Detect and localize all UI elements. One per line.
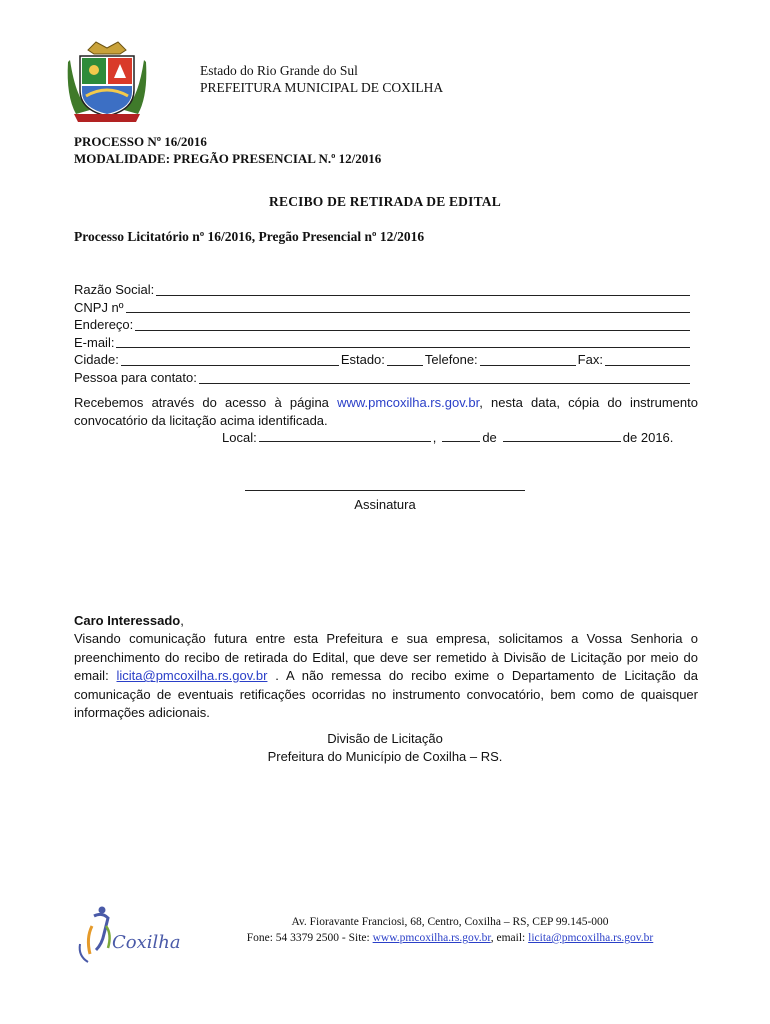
- footer-site-link[interactable]: www.pmcoxilha.rs.gov.br: [372, 932, 491, 944]
- fax-field[interactable]: [605, 352, 690, 366]
- notice-paragraph: [74, 612, 698, 722]
- notice-text-after: . A não remessa do recibo exime o Departamento de Licitação da comunicação de eventuais retificações ocorridas no instrumento convocatório, bem como de quaisquer informações adicionais.: [74, 668, 698, 721]
- email-label: E-mail:: [74, 334, 115, 350]
- receipt-text-before: Recebemos através do acesso à página: [74, 395, 338, 410]
- footer-contact: [180, 930, 720, 946]
- prefecture-name: PREFEITURA MUNICIPAL DE COXILHA: [200, 80, 444, 95]
- notice-text-before: Visando comunicação futura entre esta Prefeitura e sua empresa, solicitamos a Vossa Senhoria o preenchimento do recibo de retirada do Edital, que deve ser remetido à Divisão de Licitação por meio do email:: [74, 631, 698, 684]
- receipt-text-after: , nesta data, cópia do instrumento convocatório da licitação acima identificada.: [74, 395, 698, 428]
- local-date-line: [222, 428, 698, 445]
- footer-email-link[interactable]: licita@pmcoxilha.rs.gov.br: [528, 932, 654, 944]
- process-info: [74, 133, 381, 167]
- cidade-label: Cidade:: [74, 352, 119, 368]
- closing-prefecture: Prefeitura do Município de Coxilha – RS.: [267, 749, 503, 764]
- estado-label: Estado:: [340, 352, 385, 368]
- receipt-paragraph: [74, 394, 698, 430]
- de-label-2: de 2016.: [622, 430, 674, 445]
- signature-line[interactable]: [245, 490, 525, 491]
- notice-greeting-punct: ,: [180, 613, 184, 628]
- document-subtitle: Processo Licitatório nº 16/2016, Pregão Presencial nº 12/2016: [74, 229, 425, 244]
- closing-block: [0, 730, 770, 766]
- process-modality: MODALIDADE: PREGÃO PRESENCIAL N.º 12/2016: [74, 151, 382, 166]
- closing-division: Divisão de Licitação: [327, 731, 443, 746]
- contato-field[interactable]: [199, 370, 690, 384]
- day-field[interactable]: [442, 428, 480, 442]
- coat-of-arms-emblem: [66, 40, 148, 126]
- letterhead: [200, 62, 443, 96]
- email-field[interactable]: [116, 334, 690, 348]
- local-comma: ,: [432, 430, 437, 445]
- contato-label: Pessoa para contato:: [74, 369, 197, 385]
- document-title: RECIBO DE RETIRADA DE EDITAL: [269, 194, 501, 209]
- cidade-field[interactable]: [121, 352, 339, 366]
- form-row-cnpj: [74, 299, 692, 317]
- logo-text: Coxilha: [112, 932, 181, 953]
- local-field[interactable]: [259, 428, 431, 442]
- estado-field[interactable]: [387, 352, 423, 366]
- local-label: Local:: [222, 430, 257, 445]
- notice-email-link[interactable]: licita@pmcoxilha.rs.gov.br: [116, 668, 268, 684]
- notice-greeting: Caro Interessado: [74, 613, 181, 628]
- telefone-field[interactable]: [480, 352, 576, 366]
- coxilha-logo: [72, 904, 182, 966]
- form-row-endereco: [74, 316, 692, 334]
- form-row-razao-social: [74, 281, 692, 299]
- company-form: [74, 281, 692, 387]
- footer-phone: Fone: 54 3379 2500 - Site:: [246, 932, 373, 944]
- footer: [180, 914, 720, 946]
- razao-social-label: Razão Social:: [74, 282, 155, 297]
- footer-email-prefix: , email:: [490, 932, 529, 944]
- signature-label: Assinatura: [354, 497, 416, 512]
- form-row-email: [74, 334, 692, 352]
- fax-label: Fax:: [577, 352, 603, 368]
- footer-address: Av. Fioravante Franciosi, 68, Centro, Coxilha – RS, CEP 99.145-000: [291, 916, 609, 928]
- cnpj-field[interactable]: [126, 299, 690, 313]
- process-number: PROCESSO Nº 16/2016: [74, 134, 207, 149]
- form-row-cidade: [74, 351, 692, 369]
- de-label-1: de: [482, 430, 497, 445]
- month-field[interactable]: [503, 428, 621, 442]
- telefone-label: Telefone:: [424, 352, 478, 368]
- endereco-label: Endereço:: [74, 317, 134, 333]
- cnpj-label: CNPJ nº: [74, 299, 124, 315]
- state-name: Estado do Rio Grande do Sul: [200, 63, 358, 78]
- site-link[interactable]: www.pmcoxilha.rs.gov.br: [337, 395, 480, 410]
- form-row-contato: [74, 369, 692, 387]
- razao-social-field[interactable]: [156, 282, 690, 296]
- endereco-field[interactable]: [135, 317, 690, 331]
